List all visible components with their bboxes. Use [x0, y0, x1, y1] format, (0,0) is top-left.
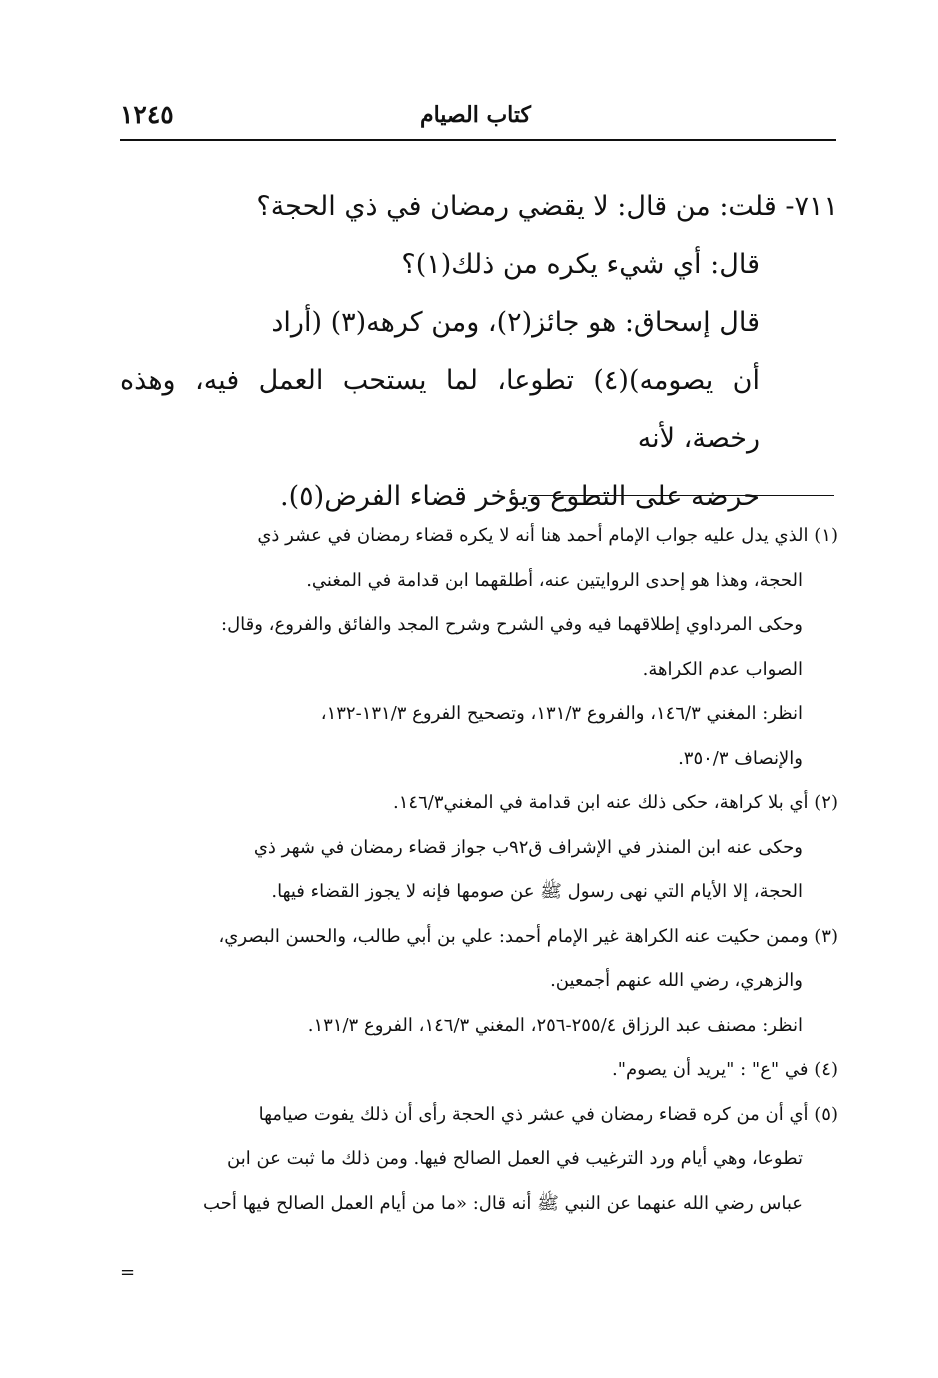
footnote-line: الحجة، إلا الأيام التي نهى رسول ﷺ عن صومها فإنه لا يجوز القضاء فيها. [271, 881, 803, 902]
footnote-line: والإنصاف ٣٥٠/٣. [678, 747, 803, 769]
main-line: قال: أي شيء يكره من ذلك(١)؟ [401, 249, 760, 280]
footnote-line: انظر: المغني ١٤٦/٣، والفروع ١٣١/٣، وتصحيح الفروع ١٣١/٣-١٣٢، [320, 703, 803, 724]
footnote-line: وحكى عنه ابن المنذر في الإشراف ق٩٢ب جواز قضاء رمضان في شهر ذي [253, 836, 803, 858]
footnote-line: (٤) في "ع" : "يريد أن يصوم". [612, 1059, 838, 1080]
continuation-mark: = [120, 1262, 136, 1283]
footnote-line: (١) الذي يدل عليه جواب الإمام أحمد هنا أنه لا يكره قضاء رمضان في عشر ذي [257, 525, 838, 546]
footnote-separator [528, 495, 834, 496]
main-line: ٧١١- قلت: من قال: لا يقضي رمضان في ذي الحجة؟ [256, 191, 838, 222]
main-line: قال إسحاق: هو جائز(٢)، ومن كرهه(٣) (أراد [271, 307, 760, 338]
footnote-line: (٣) وممن حكيت عنه الكراهة غير الإمام أحمد: علي بن أبي طالب، والحسن البصري، [218, 925, 838, 947]
footnote-line: الحجة، وهذا هو إحدى الروايتين عنه، أطلقهما ابن قدامة في المغني. [306, 569, 803, 591]
page-title: كتاب الصيام [419, 102, 531, 128]
footnote-line: (٥) أي أن من كره قضاء رمضان في عشر ذي الحجة رأى أن ذلك يفوت صيامها [258, 1103, 838, 1125]
footnote-line: الصواب عدم الكراهة. [642, 658, 803, 680]
footnote-line: انظر: مصنف عبد الرزاق ٢٥٥/٤-٢٥٦، المغني ١٤٦/٣، الفروع ١٣١/٣. [307, 1014, 803, 1036]
page-number: ١٢٤٥ [120, 100, 174, 129]
page-header [120, 100, 836, 140]
main-line: أن يصومه)(٤) تطوعا، لما يستحب العمل فيه، وهذه رخصة، لأنه [120, 365, 760, 454]
main-text [120, 178, 838, 526]
footnote-line: (٢) أي بلا كراهة، حكى ذلك عنه ابن قدامة في المغني١٤٦/٣. [393, 792, 838, 813]
footnote-line: والزهري، رضي الله عنهم أجمعين. [550, 970, 803, 991]
footnote-line: وحكى المرداوي إطلاقهما فيه وفي الشرح وشرح المجد والفائق والفروع، وقال: [221, 614, 803, 635]
header-rule [120, 139, 836, 141]
footnote-line: تطوعا، وهي أيام ورد الترغيب في العمل الصالح فيها. ومن ذلك ما ثبت عن ابن [227, 1148, 803, 1169]
footnote-line: عباس رضي الله عنهما عن النبي ﷺ أنه قال: «ما من أيام العمل الصالح فيها أحب [203, 1192, 803, 1214]
main-line: حرضه على التطوع ويؤخر قضاء الفرض(٥). [280, 481, 760, 512]
footnotes [120, 514, 838, 1226]
